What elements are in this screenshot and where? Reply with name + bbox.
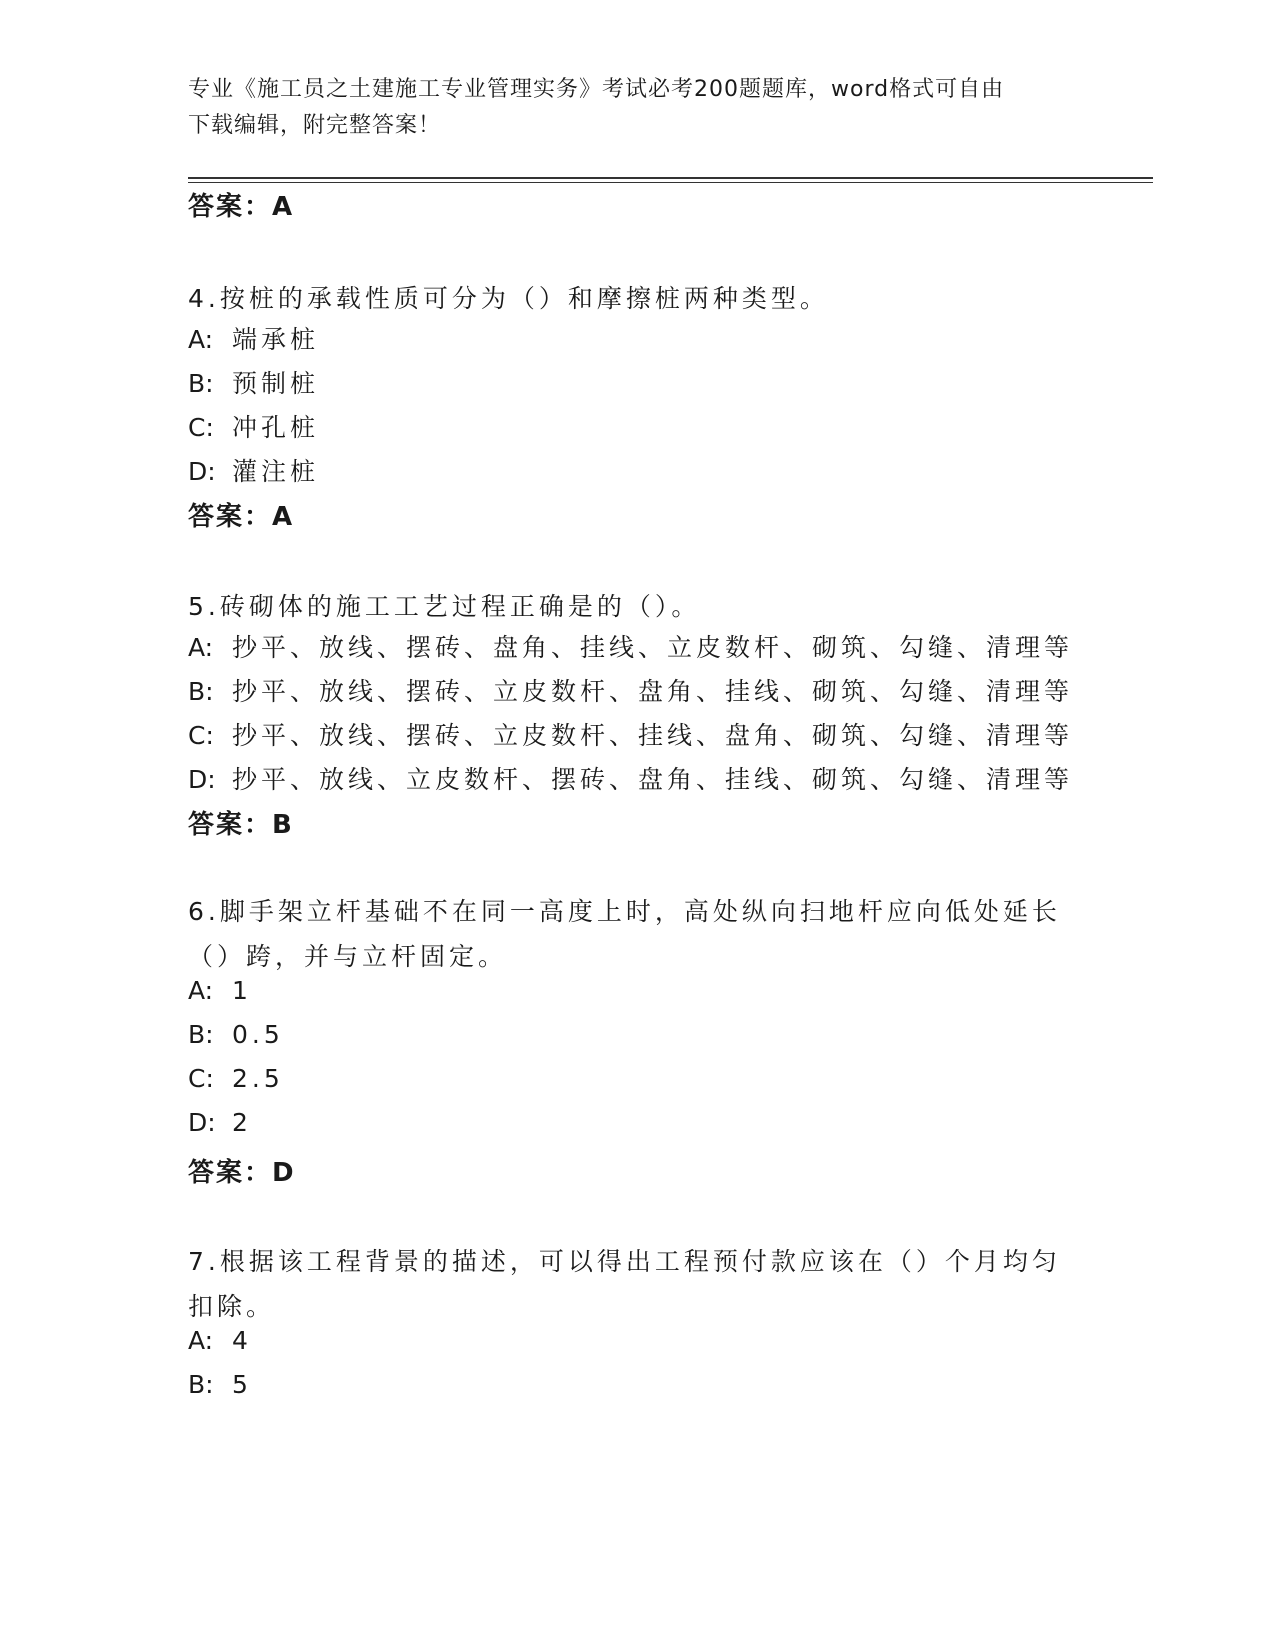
- option-label: B:: [188, 1020, 214, 1049]
- document-header: [188, 72, 1068, 144]
- option-text: 5: [232, 1370, 252, 1399]
- question-4-option-a: [188, 320, 319, 356]
- option-text: 1: [232, 976, 252, 1005]
- question-5-option-b: [188, 672, 1073, 708]
- question-7-text: 7.根据该工程背景的描述，可以得出工程预付款应该在（）个月均匀扣除。: [188, 1247, 1061, 1321]
- option-text: 预制桩: [232, 369, 320, 398]
- option-label: A:: [188, 1326, 214, 1355]
- option-label: B:: [188, 677, 214, 706]
- option-text: 抄平、放线、摆砖、立皮数杆、挂线、盘角、砌筑、勾缝、清理等: [232, 721, 1074, 750]
- question-5-option-d: [188, 760, 1073, 796]
- option-text: 抄平、放线、摆砖、立皮数杆、盘角、挂线、砌筑、勾缝、清理等: [232, 677, 1074, 706]
- question-7-option-b: [188, 1370, 252, 1399]
- option-label: B:: [188, 1370, 214, 1399]
- option-label: A:: [188, 976, 214, 1005]
- option-label: C:: [188, 721, 214, 750]
- question-4-option-c: [188, 408, 319, 444]
- question-6-option-c: [188, 1064, 284, 1093]
- question-5-option-a: [188, 628, 1073, 664]
- option-text: 端承桩: [232, 325, 320, 354]
- option-text: 0.5: [232, 1020, 284, 1049]
- question-6-answer: 答案：D: [188, 1158, 296, 1188]
- header-divider-thin: [188, 182, 1153, 183]
- option-text: 冲孔桩: [232, 413, 320, 442]
- option-label: C:: [188, 413, 214, 442]
- option-label: A:: [188, 325, 214, 354]
- option-label: D:: [188, 765, 216, 794]
- question-5-option-c: [188, 716, 1073, 752]
- question-6-option-d: [188, 1108, 252, 1137]
- option-text: 抄平、放线、立皮数杆、摆砖、盘角、挂线、砌筑、勾缝、清理等: [232, 765, 1074, 794]
- header-divider: [188, 177, 1153, 179]
- question-4-option-b: [188, 364, 319, 400]
- question-4-option-d: [188, 452, 319, 488]
- question-4-answer: 答案：A: [188, 502, 295, 532]
- option-text: 抄平、放线、摆砖、盘角、挂线、立皮数杆、砌筑、勾缝、清理等: [232, 633, 1074, 662]
- question-7-option-a: [188, 1326, 252, 1355]
- option-label: D:: [188, 457, 216, 486]
- question-6-text: 6.脚手架立杆基础不在同一高度上时，高处纵向扫地杆应向低处延长（）跨，并与立杆固定。: [188, 897, 1061, 971]
- option-label: B:: [188, 369, 214, 398]
- question-5-answer: 答案：B: [188, 810, 294, 840]
- header-line-1: 专业《施工员之土建施工专业管理实务》考试必考200题题库，word格式可自由: [188, 77, 1005, 102]
- header-line-2: 下载编辑，附完整答案！: [188, 113, 442, 138]
- option-text: 2: [232, 1108, 252, 1137]
- option-text: 4: [232, 1326, 252, 1355]
- question-6-option-b: [188, 1020, 284, 1049]
- option-label: C:: [188, 1064, 214, 1093]
- question-4-text: 4.按桩的承载性质可分为（）和摩擦桩两种类型。: [188, 284, 829, 313]
- question-5-text: 5.砖砌体的施工工艺过程正确是的（）。: [188, 592, 701, 621]
- option-text: 2.5: [232, 1064, 284, 1093]
- question-6-option-a: [188, 976, 252, 1005]
- option-label: D:: [188, 1108, 216, 1137]
- option-text: 灌注桩: [232, 457, 320, 486]
- answer-line: 答案：A: [188, 192, 295, 222]
- option-label: A:: [188, 633, 214, 662]
